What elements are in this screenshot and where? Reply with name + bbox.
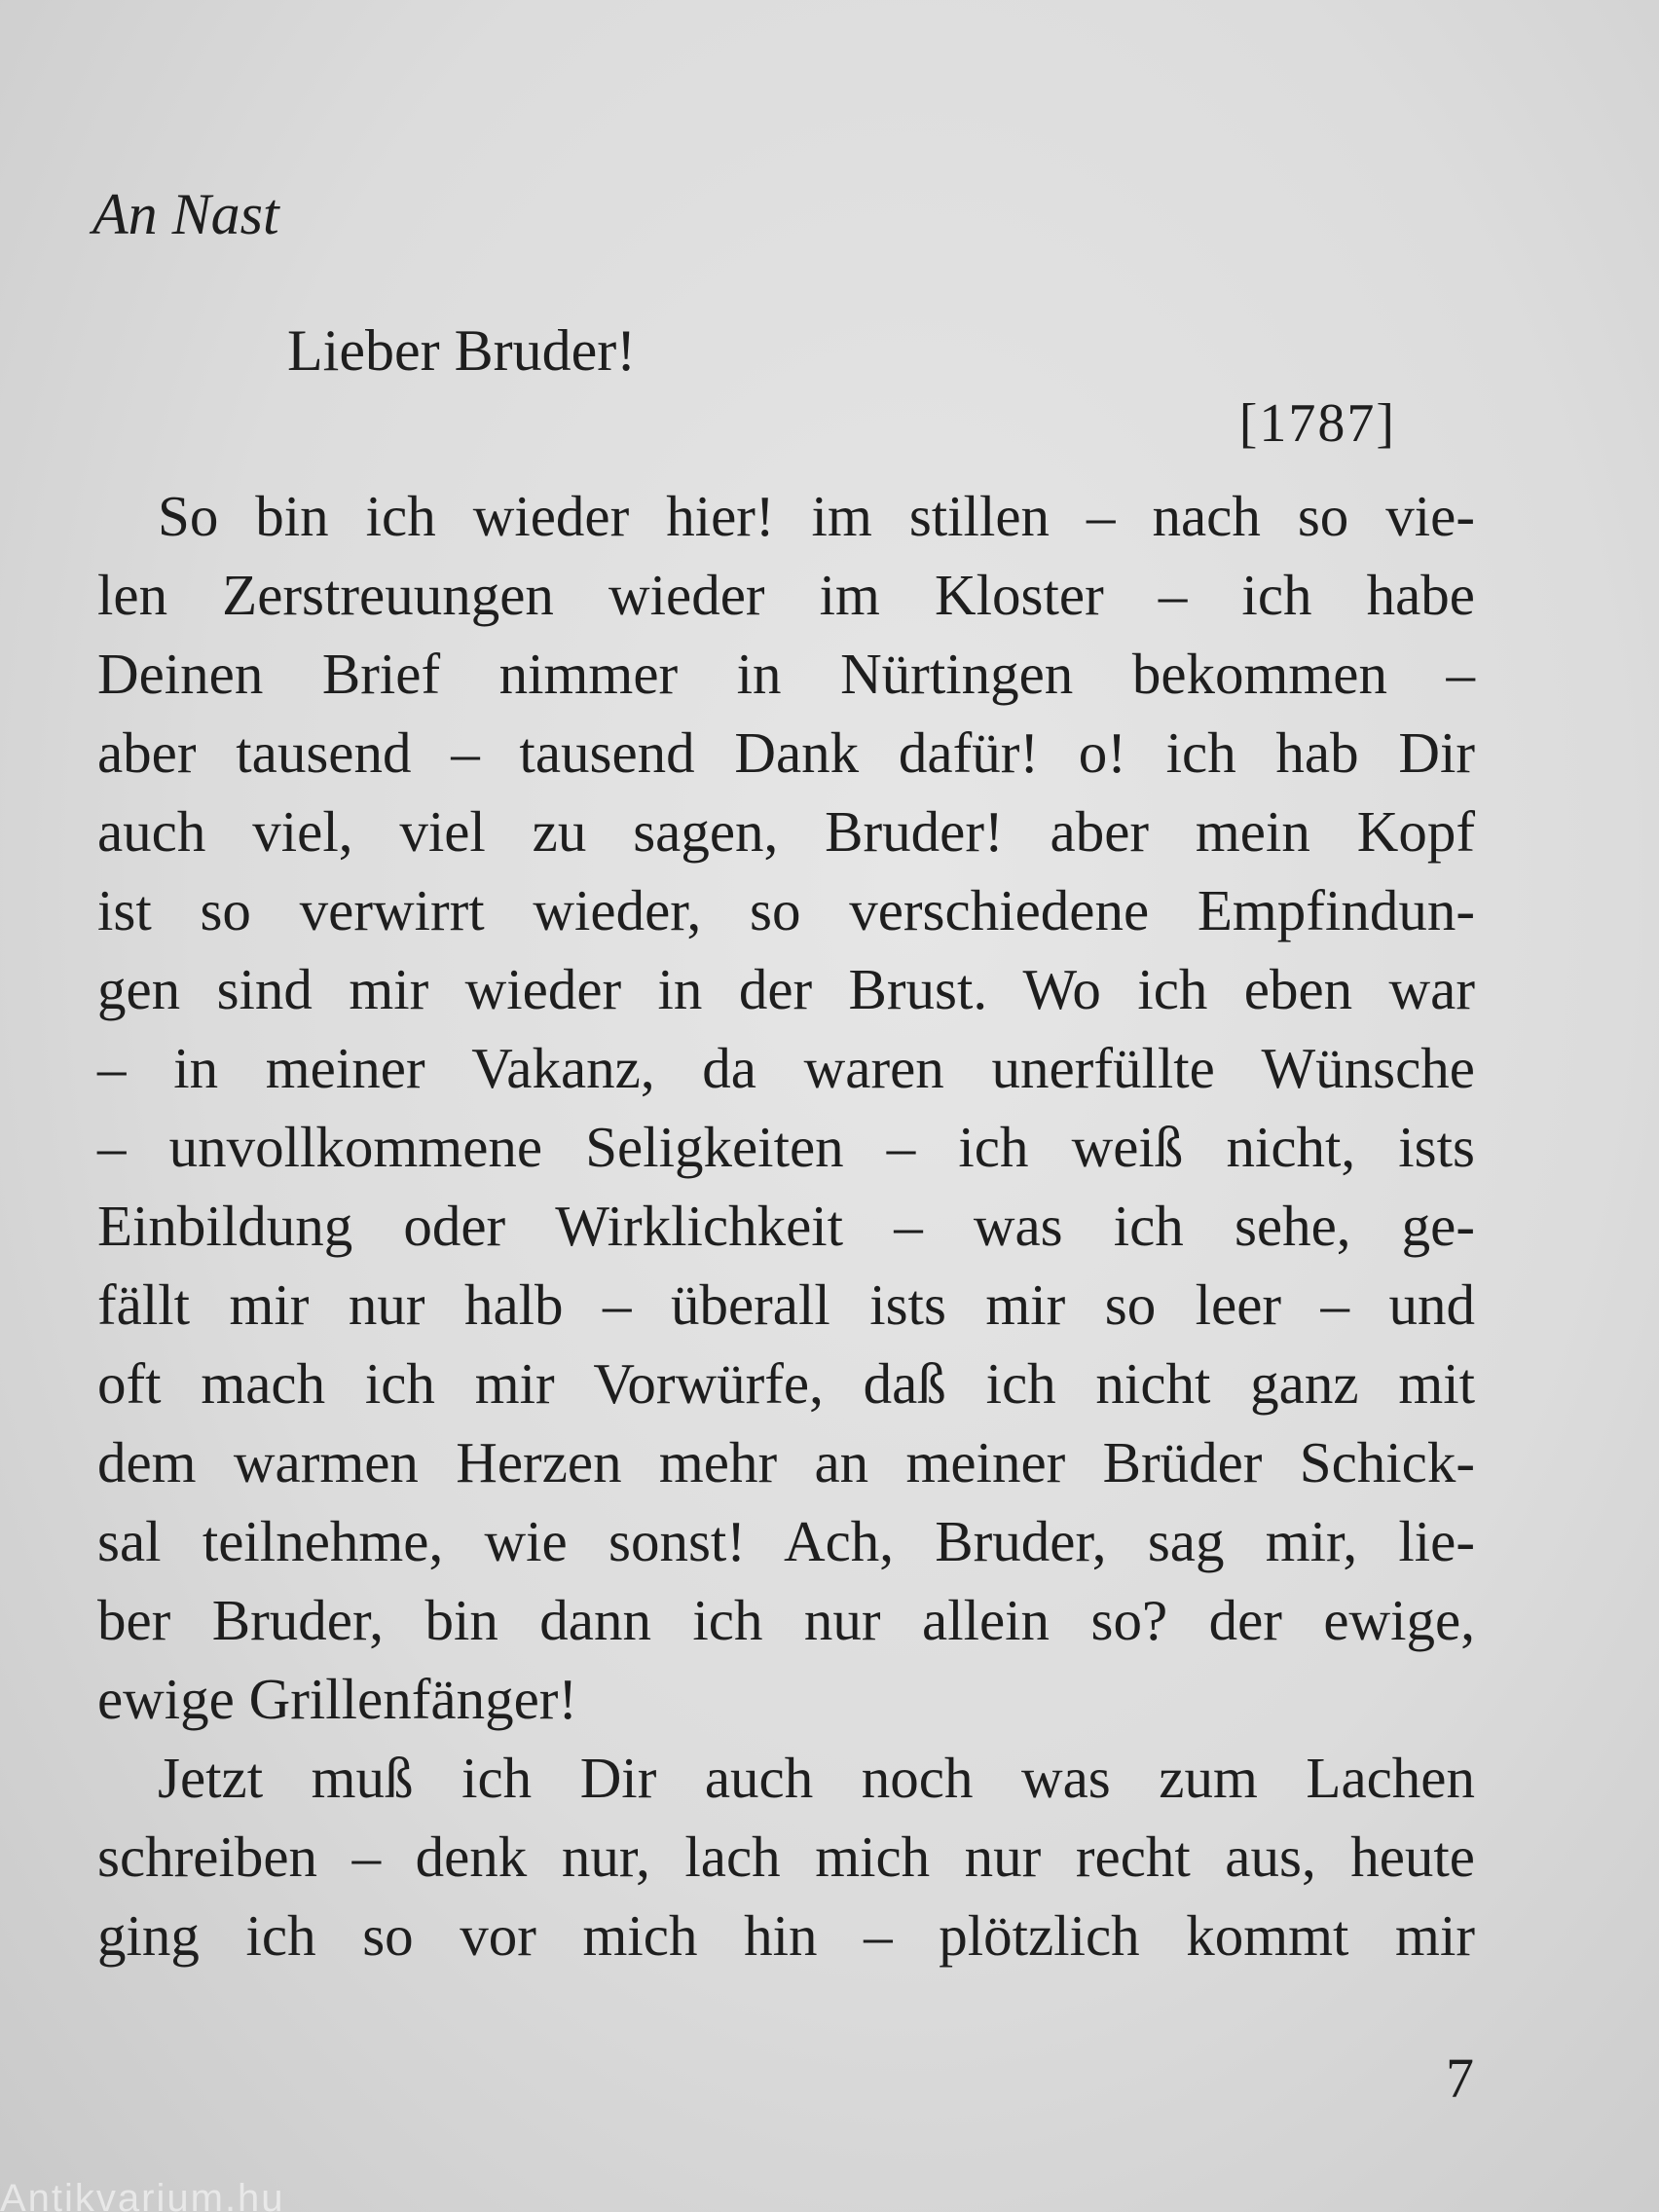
page-number: 7 [1446,2046,1474,2110]
watermark: Antikvarium.hu [0,2177,285,2212]
text-line: So bin ich wieder hier! im stillen – nach so vie- [158,484,1475,548]
text-line: Einbildung oder Wirklichkeit – was ich sehe, ge- [97,1194,1475,1258]
letter-date: [1787] [1238,393,1396,454]
text-line: len Zerstreuungen wieder im Kloster – ich habe [97,563,1475,627]
text-line: ewige Grillenfänger! [97,1667,578,1731]
text-line: sal teilnehme, wie sonst! Ach, Bruder, sag mir, lie- [97,1509,1475,1573]
letter-body [97,477,1475,1975]
text-line: – in meiner Vakanz, da waren unerfüllte Wünsche [97,1036,1475,1100]
text-line: – unvollkommene Seligkeiten – ich weiß nicht, ists [97,1115,1475,1179]
text-line: fällt mir nur halb – überall ists mir so leer – und [97,1272,1475,1337]
text-line: ist so verwirrt wieder, so verschiedene Empfindun- [97,878,1475,942]
text-line: ging ich so vor mich hin – plötzlich kommt mir [97,1903,1475,1968]
text-line: ber Bruder, bin dann ich nur allein so? der ewige, [97,1588,1475,1652]
text-line: gen sind mir wieder in der Brust. Wo ich eben war [97,957,1475,1021]
text-line: dem warmen Herzen mehr an meiner Brüder Schick- [97,1430,1475,1494]
text-line: schreiben – denk nur, lach mich nur recht aus, heute [97,1825,1475,1889]
text-line: Jetzt muß ich Dir auch noch was zum Lachen [158,1746,1475,1810]
letter-recipient: An Nast [92,182,279,246]
text-line: aber tausend – tausend Dank dafür! o! ich hab Dir [97,720,1475,785]
text-line: Deinen Brief nimmer in Nürtingen bekommen – [97,642,1475,706]
text-line: auch viel, viel zu sagen, Bruder! aber mein Kopf [97,799,1475,864]
letter-salutation: Lieber Bruder! [287,318,637,383]
text-line: oft mach ich mir Vorwürfe, daß ich nicht ganz mit [97,1351,1475,1416]
